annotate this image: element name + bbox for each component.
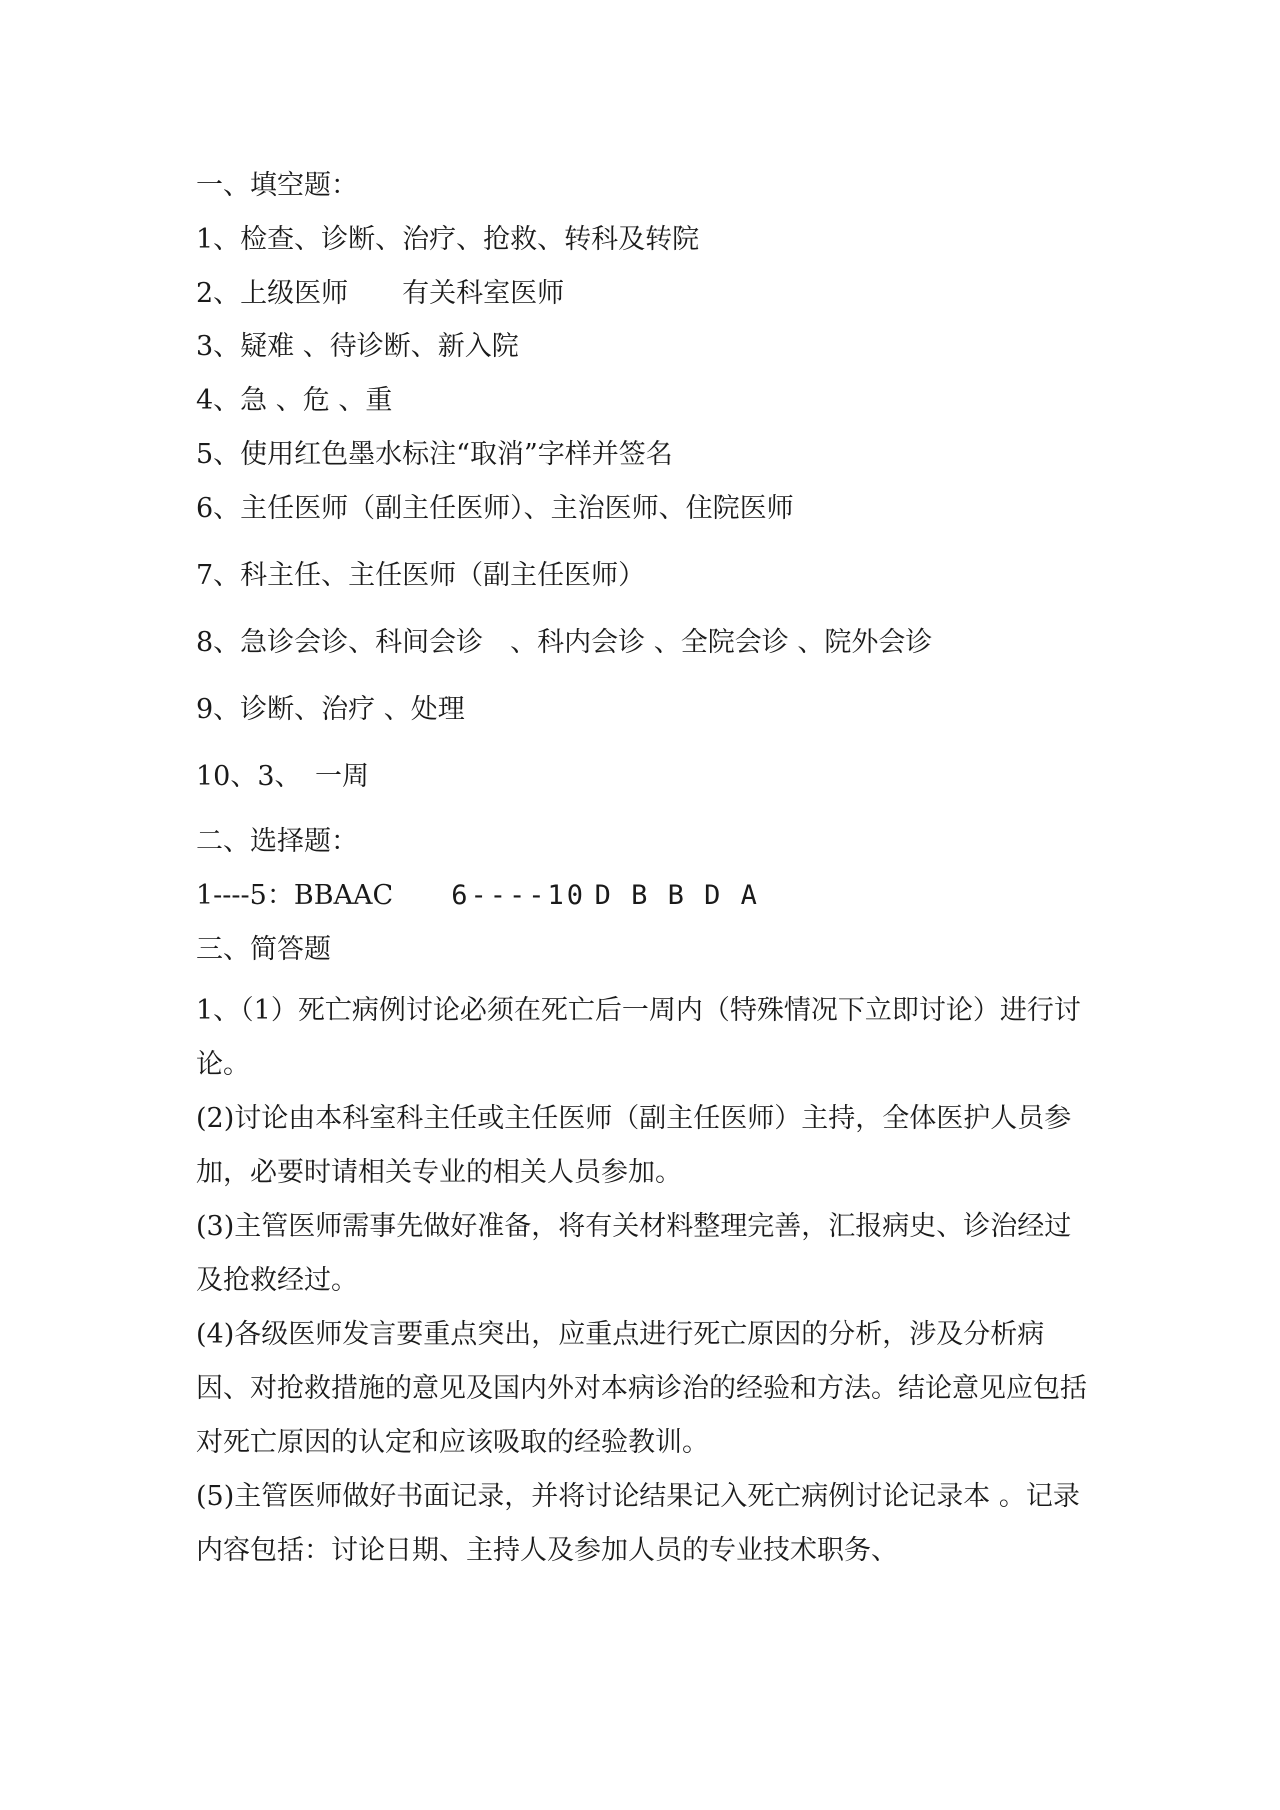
short-answer-para-2: (2)讨论由本科室科主任或主任医师（副主任医师）主持，全体医护人员参加，必要时请相关专业的相关人员参加。: [196, 1103, 1072, 1188]
short-answer-para-3: (3)主管医师需事先做好准备，将有关材料整理完善，汇报病史、诊治经过及抢救经过。: [196, 1211, 1072, 1296]
mc-range-6-10-answers: D B B D A: [594, 880, 759, 911]
section-title-short-answer: 三、简答题: [196, 934, 331, 965]
short-answer-para-5: (5)主管医师做好书面记录，并将讨论结果记入死亡病例讨论记录本 。记录内容包括：讨论日期、主持人及参加人员的专业技术职务、: [196, 1481, 1080, 1566]
answer-item-6: 6、主任医师（副主任医师）、主治医师、住院医师: [196, 493, 794, 524]
answer-item-10: 10、3、 一周: [196, 761, 370, 792]
answer-item-9: 9、诊断、治疗 、处理: [196, 694, 465, 725]
answer-item-1: 1、检查、诊断、治疗、抢救、转科及转院: [196, 224, 700, 255]
multiple-choice-answers: [196, 880, 759, 912]
mc-range-6-10-label: 6----10: [451, 880, 586, 911]
section-title-multiple-choice: 二、选择题：: [196, 826, 358, 857]
answer-item-7: 7、科主任、主任医师（副主任医师）: [196, 560, 646, 591]
answer-item-8: 8、急诊会诊、科间会诊 、科内会诊 、全院会诊 、院外会诊: [196, 627, 933, 658]
section-title-fill-blank: 一、填空题：: [196, 170, 358, 201]
answer-item-4: 4、急 、危 、重: [196, 385, 393, 416]
answer-item-5: 5、使用红色墨水标注“取消”字样并签名: [196, 439, 673, 470]
short-answer-para-1: 1、（1）死亡病例讨论必须在死亡后一周内（特殊情况下立即讨论）进行讨论。: [196, 995, 1081, 1080]
short-answer-para-4: (4)各级医师发言要重点突出，应重点进行死亡原因的分析，涉及分析病因、对抢救措施的意见及国内外对本病诊治的经验和方法。结论意见应包括对死亡原因的认定和应该吸取的经验教训。: [196, 1319, 1087, 1458]
mc-range-1-5: 1----5：BBAAC: [196, 880, 394, 911]
answer-item-2: 2、上级医师 有关科室医师: [196, 278, 565, 309]
answer-item-3: 3、疑难 、待诊断、新入院: [196, 331, 519, 362]
